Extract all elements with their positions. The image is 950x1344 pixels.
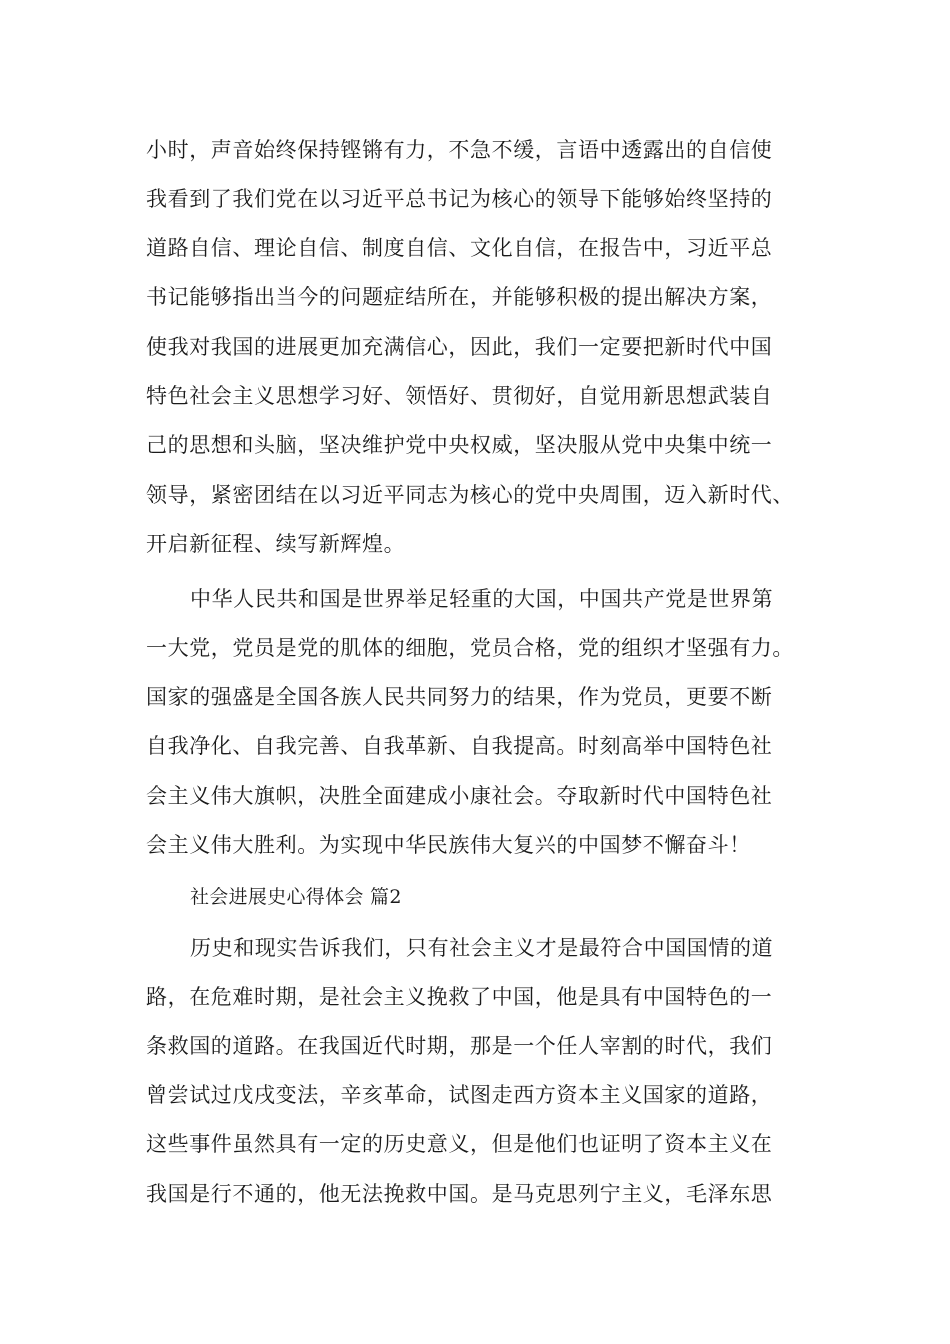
body-text-line: 领导，紧密团结在以习近平同志为核心的党中央周围，迈入新时代、	[146, 483, 794, 507]
body-text-line: 我国是行不通的，他无法挽救中国。是马克思列宁主义，毛泽东思	[146, 1182, 773, 1206]
body-text-line: 国家的强盛是全国各族人民共同努力的结果，作为党员，更要不断	[146, 685, 773, 709]
body-text-line: 特色社会主义思想学习好、领悟好、贯彻好，自觉用新思想武装自	[146, 384, 773, 408]
body-text-line: 一大党，党员是党的肌体的细胞，党员合格，党的组织才坚强有力。	[146, 636, 794, 660]
body-text-line: 使我对我国的进展更加充满信心，因此，我们一定要把新时代中国	[146, 335, 773, 359]
body-text-line: 路，在危难时期，是社会主义挽救了中国，他是具有中国特色的一	[146, 985, 773, 1009]
body-text-line: 曾尝试过戊戌变法，辛亥革命，试图走西方资本主义国家的道路，	[146, 1083, 773, 1107]
section-heading: 社会进展史心得体会 篇2	[190, 886, 402, 908]
paragraph-first-line: 中华人民共和国是世界举足轻重的大国，中国共产党是世界第	[190, 587, 774, 611]
body-text-line: 会主义伟大旗帜，决胜全面建成小康社会。夺取新时代中国特色社	[146, 784, 773, 808]
body-text-line: 条救国的道路。在我国近代时期，那是一个任人宰割的时代，我们	[146, 1034, 773, 1058]
paragraph-first-line: 历史和现实告诉我们，只有社会主义才是最符合中国国情的道	[190, 936, 774, 960]
body-text-line: 自我净化、自我完善、自我革新、自我提高。时刻高举中国特色社	[146, 734, 773, 758]
body-text-line: 我看到了我们党在以习近平总书记为核心的领导下能够始终坚持的	[146, 187, 773, 211]
body-text-line: 书记能够指出当今的问题症结所在，并能够积极的提出解决方案，	[146, 285, 773, 309]
body-text-line: 小时，声音始终保持铿锵有力，不急不缓，言语中透露出的自信使	[146, 138, 773, 162]
body-text-line: 这些事件虽然具有一定的历史意义，但是他们也证明了资本主义在	[146, 1132, 773, 1156]
body-text-line: 会主义伟大胜利。为实现中华民族伟大复兴的中国梦不懈奋斗！	[146, 833, 751, 857]
body-text-line: 道路自信、理论自信、制度自信、文化自信，在报告中，习近平总	[146, 236, 773, 260]
body-text-line: 己的思想和头脑，坚决维护党中央权威，坚决服从党中央集中统一	[146, 433, 773, 457]
body-text-line: 开启新征程、续写新辉煌。	[146, 532, 406, 556]
